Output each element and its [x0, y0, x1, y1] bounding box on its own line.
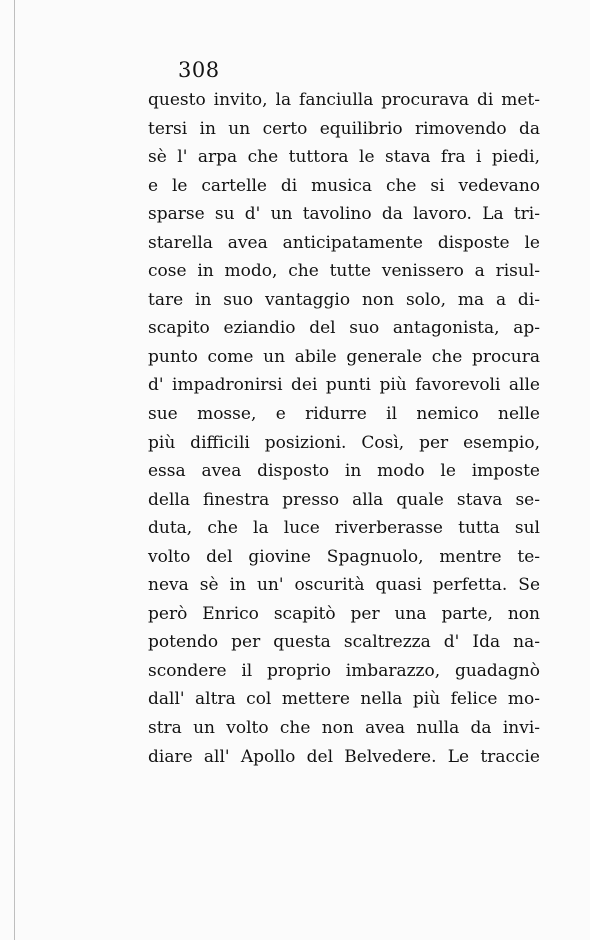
text-line: neva sè in un' oscurità quasi perfetta. Se	[148, 575, 540, 596]
text-line: cose in modo, che tutte venissero a risul-	[148, 261, 540, 282]
text-line: essa avea disposto in modo le imposte	[148, 461, 540, 482]
text-line: stra un volto che non avea nulla da invi-	[148, 718, 540, 739]
page-edge	[14, 0, 15, 940]
text-line: d' impadronirsi dei punti più favorevoli alle	[148, 375, 540, 396]
text-line: dall' altra col mettere nella più felice mo-	[148, 689, 540, 710]
text-line: sparse su d' un tavolino da lavoro. La tri-	[148, 204, 540, 225]
text-line: però Enrico scapitò per una parte, non	[148, 603, 540, 624]
text-line: sè l' arpa che tuttora le stava fra i piedi,	[148, 147, 540, 168]
text-line: scapito eziandio del suo antagonista, ap-	[148, 318, 540, 339]
text-line: tersi in un certo equilibrio rimovendo da	[148, 118, 540, 139]
text-line: più difficili posizioni. Così, per esempio,	[148, 432, 540, 453]
text-line: tare in suo vantaggio non solo, ma a di-	[148, 289, 540, 310]
text-line: potendo per questa scaltrezza d' Ida na-	[148, 632, 540, 653]
text-line: sue mosse, e ridurre il nemico nelle	[148, 404, 540, 425]
text-line: volto del giovine Spagnuolo, mentre te-	[148, 546, 540, 567]
text-line: diare all' Apollo del Belvedere. Le traccie	[148, 746, 540, 767]
text-line: scondere il proprio imbarazzo, guadagnò	[148, 660, 540, 681]
page-number: 308	[178, 58, 220, 82]
text-line: duta, che la luce riverberasse tutta sul	[148, 518, 540, 539]
text-line: e le cartelle di musica che si vedevano	[148, 175, 540, 196]
text-line: questo invito, la fanciulla procurava di met-	[148, 90, 540, 110]
text-line: punto come un abile generale che procura	[148, 346, 540, 367]
body-text	[148, 86, 540, 771]
text-line: della finestra presso alla quale stava se-	[148, 489, 540, 510]
text-line: starella avea anticipatamente disposte le	[148, 232, 540, 253]
